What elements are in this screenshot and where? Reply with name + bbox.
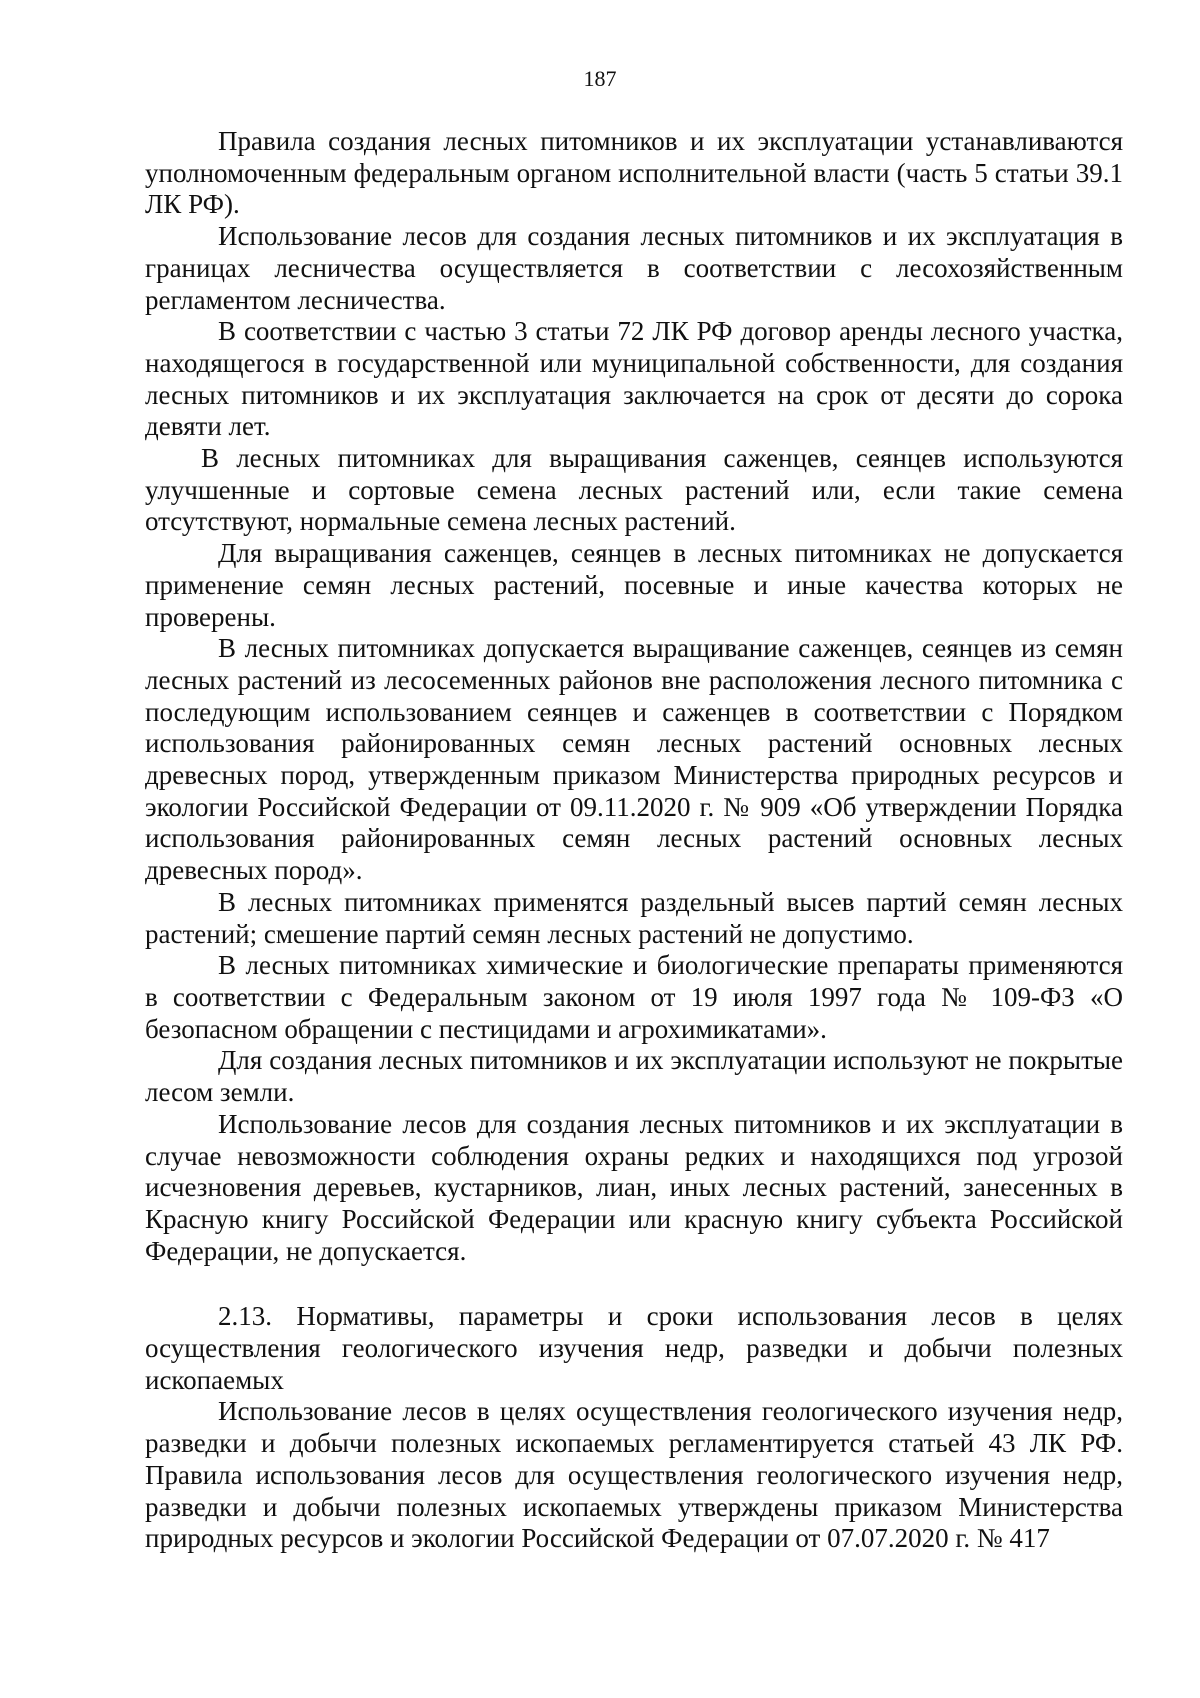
- paragraph: В соответствии с частью 3 статьи 72 ЛК РФ договор аренды лесного участка, находящегося в государственной или муниципальной собственности, для создания лесных питомников и их эксплуатация заключается на срок от десяти до сорока девяти лет.: [145, 316, 1123, 442]
- section-heading: 2.13. Нормативы, параметры и сроки использования лесов в целях осуществления геологического изучения недр, разведки и добычи полезных ископаемых: [145, 1301, 1123, 1395]
- paragraph: В лесных питомниках для выращивания саженцев, сеянцев используются улучшенные и сортовые семена лесных растений или, если такие семена отсутствуют, нормальные семена лесных растений.: [145, 443, 1123, 537]
- document-body: [145, 126, 1123, 1555]
- section-spacer: [145, 1267, 1123, 1301]
- paragraph: Использование лесов в целях осуществления геологического изучения недр, разведки и добычи полезных ископаемых регламентируется статьей 43 ЛК РФ. Правила использования лесов для осуществления геологического изучения недр, разведки и добычи полезных ископаемых утверждены приказом Министерства природных ресурсов и экологии Российской Федерации от 07.07.2020 г. № 417: [145, 1396, 1123, 1554]
- paragraph: Для выращивания саженцев, сеянцев в лесных питомниках не допускается применение семян лесных растений, посевные и иные качества которых не проверены.: [145, 538, 1123, 632]
- paragraph: Для создания лесных питомников и их эксплуатации используют не покрытые лесом земли.: [145, 1045, 1123, 1108]
- paragraph: Правила создания лесных питомников и их эксплуатации устанавливаются уполномоченным федеральным органом исполнительной власти (часть 5 статьи 39.1 ЛК РФ).: [145, 126, 1123, 220]
- paragraph: Использование лесов для создания лесных питомников и их эксплуатации в случае невозможности соблюдения охраны редких и находящихся под угрозой исчезновения деревьев, кустарников, лиан, иных лесных растений, занесенных в Красную книгу Российской Федерации или красную книгу субъекта Российской Федерации, не допускается.: [145, 1108, 1123, 1266]
- paragraph: В лесных питомниках химические и биологические препараты применяются в соответствии с Федеральным законом от 19 июля 1997 года № 109-ФЗ «О безопасном обращении с пестицидами и агрохимикатами».: [145, 950, 1123, 1044]
- paragraph: В лесных питомниках применятся раздельный высев партий семян лесных растений; смешение партий семян лесных растений не допустимо.: [145, 886, 1123, 949]
- paragraph: Использование лесов для создания лесных питомников и их эксплуатация в границах лесничества осуществляется в соответствии с лесохозяйственным регламентом лесничества.: [145, 221, 1123, 315]
- paragraph: В лесных питомниках допускается выращивание саженцев, сеянцев из семян лесных растений из лесосеменных районов вне расположения лесного питомника с последующим использованием сеянцев и саженцев в соответствии с Порядком использования районированных семян лесных растений основных лесных древесных пород, утвержденным приказом Министерства природных ресурсов и экологии Российской Федерации от 09.11.2020 г. № 909 «Об утверждении Порядка использования районированных семян лесных растений основных лесных древесных пород».: [145, 633, 1123, 886]
- page-number: 187: [583, 66, 617, 91]
